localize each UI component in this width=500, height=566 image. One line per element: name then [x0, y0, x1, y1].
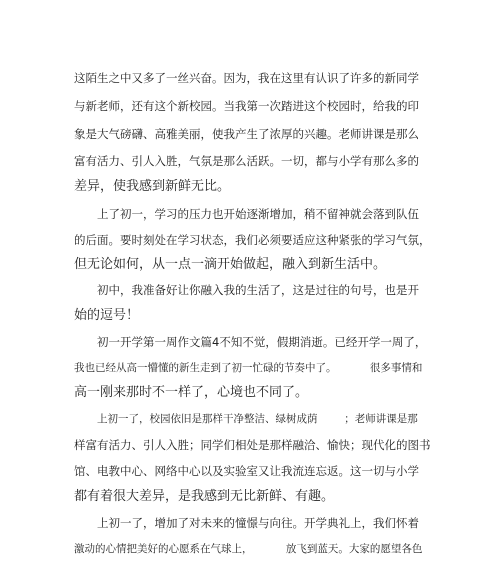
text-line-17: 都有着很大差异，是我感到无比新鲜、有趣。	[74, 489, 335, 504]
text-line-1: 这陌生之中又多了一丝兴奋。因为，我在这里有认识了许多的新同学	[74, 71, 419, 85]
text-line-19: 激动的心情把美好的心愿系在气球上， 放飞到蓝天。大家的愿望各色	[74, 543, 423, 555]
text-line-14: 上初一了，校园依旧是那样干净整洁、绿树成荫 ；老师讲课是那	[97, 413, 418, 425]
text-line-10: 始的逗号！	[74, 308, 140, 323]
text-line-16: 馆、电教中心、网络中心以及实验室又让我流连忘返。这一切与小学	[74, 464, 419, 478]
text-line-12: 我也已经从高一懵懂的新生走到了初一忙碌的节奏中了。 很多事情和	[74, 362, 423, 374]
text-line-13: 高一刚来那时不一样了，心境也不同了。	[74, 385, 309, 400]
text-line-5: 差异，使我感到新鲜无比。	[74, 179, 231, 194]
text-line-11: 初一开学第一周作文篇4不知不觉，假期消逝。已经开学一周了，	[97, 335, 427, 349]
text-line-15: 样富有活力、引人入胜；同学们相处是那样融洽、愉快；现代化的图书	[74, 438, 431, 452]
text-line-9: 初中，我准备好让你融入我的生活了，这是过往的句号，也是开	[97, 283, 419, 297]
text-line-7: 的后面。要时刻处在学习状态，我们必须要适应这种紧张的学习气氛，	[74, 233, 431, 247]
text-line-2: 与新老师，还有这个新校园。当我第一次踏进这个校园时，给我的印	[74, 99, 419, 113]
text-line-6: 上了初一，学习的压力也开始逐渐增加，稍不留神就会落到队伍	[97, 207, 419, 221]
text-line-18: 上初一了，增加了对未来的憧憬与向往。开学典礼上，我们怀着	[97, 516, 419, 530]
text-line-8: 但无论如何，从一点一滴开始做起，融入到新生活中。	[74, 257, 387, 272]
text-line-3: 象是大气磅礴、高雅美丽，使我产生了浓厚的兴趣。老师讲课是那么	[74, 127, 419, 141]
text-line-4: 富有活力、引人入胜，气氛是那么活跃。一切，都与小学有那么多的	[74, 154, 419, 168]
